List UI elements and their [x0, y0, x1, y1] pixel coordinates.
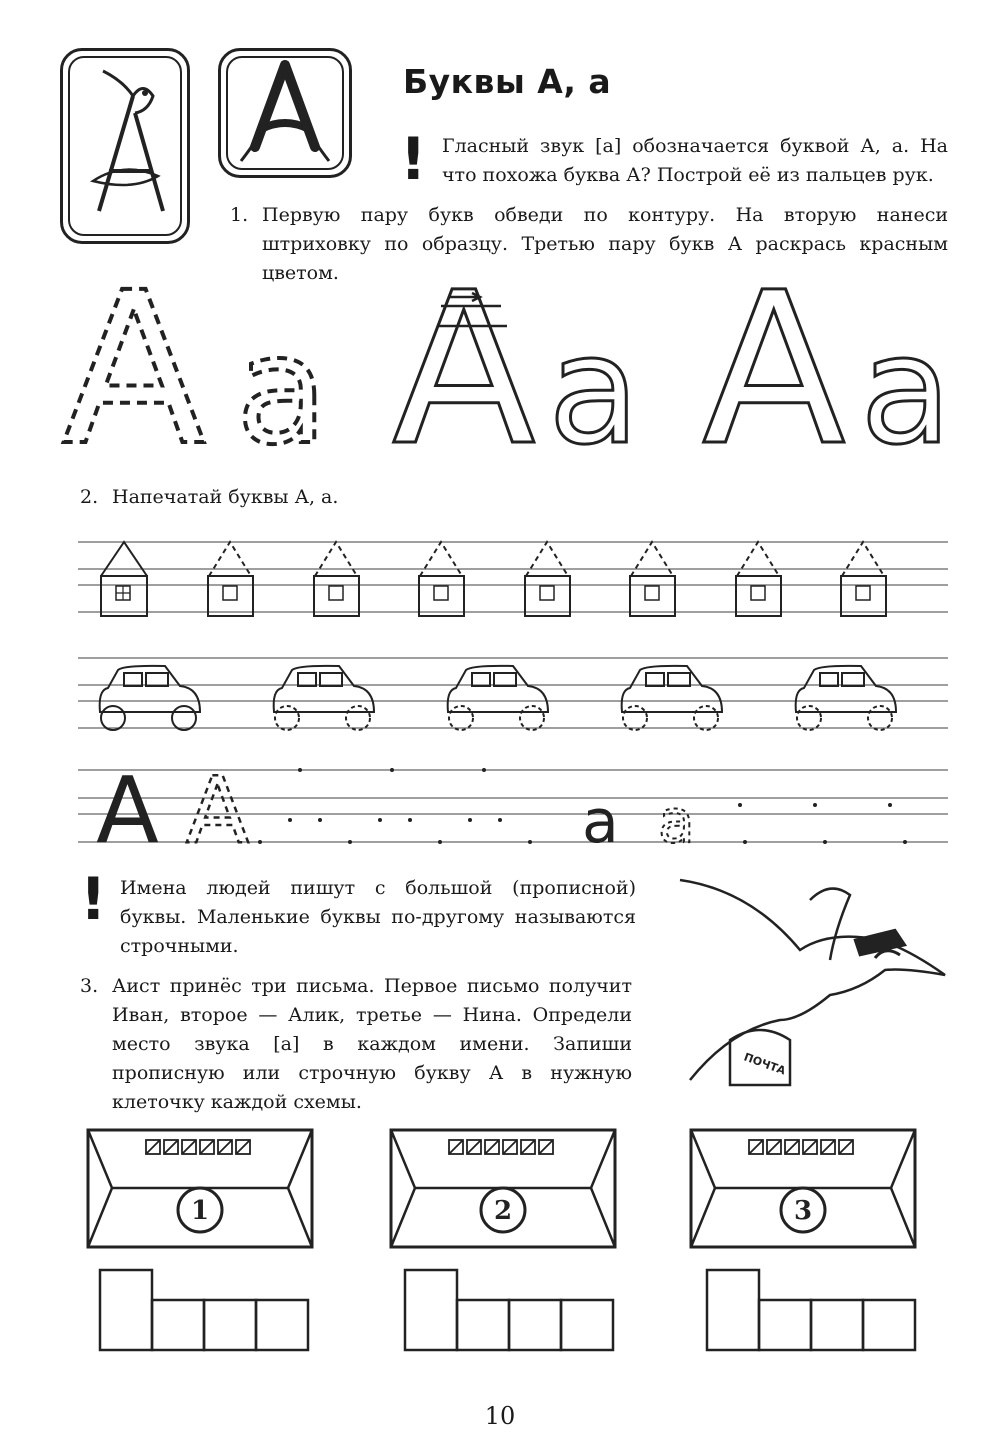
task-2-number: 2. — [80, 486, 99, 508]
page-number: 10 — [484, 1402, 516, 1430]
hatch-lower-letter: a — [548, 304, 640, 460]
envelope-2-number: 2 — [493, 1196, 513, 1226]
car-1 — [100, 666, 200, 730]
hands-a-icon — [221, 51, 349, 175]
house-bodies — [208, 576, 886, 616]
page-title: Буквы А, а — [403, 62, 612, 101]
house-dashed-roofs — [209, 542, 884, 576]
fingers-letter-picture — [218, 48, 352, 178]
stork-wing — [810, 889, 850, 960]
stork-postman-picture — [660, 870, 960, 1100]
task-3-number: 3. — [80, 975, 99, 997]
letter-row — [96, 757, 695, 860]
sound-scheme-3[interactable] — [707, 1270, 915, 1350]
house-solid — [101, 542, 147, 616]
task-1-number: 1. — [230, 204, 249, 226]
envelope-1-number: 1 — [190, 1196, 210, 1226]
bag-label: ПОЧТА — [742, 1050, 788, 1078]
stork-letter-picture — [60, 48, 190, 244]
dashed-upper-letter: A — [62, 270, 206, 460]
exclamation-icon: ! — [400, 125, 427, 193]
house-row — [101, 542, 886, 616]
hatch-upper-letter: A — [392, 270, 536, 460]
task-1-text: Первую пару букв обведи по контуру. На вторую нанеси штриховку по образцу. Третью пару букв А раскрась красным цветом. — [262, 204, 948, 284]
envelope-1 — [88, 1130, 312, 1350]
stork-a-icon — [63, 51, 187, 241]
row3-dashed-upper: A — [186, 757, 249, 860]
row3-solid-upper: A — [96, 757, 159, 860]
envelope-3 — [691, 1130, 915, 1350]
note-text: Имена людей пишут с большой (прописной) буквы. Маленькие буквы по-другому называются строчными. — [120, 877, 636, 957]
writing-lines — [0, 530, 1000, 860]
envelope-2 — [391, 1130, 615, 1350]
row3-dashed-lower: a — [658, 787, 695, 857]
stork-body — [680, 880, 945, 1080]
task-2-text: Напечатай буквы А, а. — [112, 486, 339, 508]
outline-lower-letter: a — [860, 304, 952, 460]
sound-scheme-2[interactable] — [405, 1270, 613, 1350]
car-4 — [622, 666, 722, 730]
sound-scheme-1[interactable] — [100, 1270, 308, 1350]
intro-text: Гласный звук [а] обозначается буквой А, а. На что похожа буква А? Построй её из пальцев рук. — [442, 135, 948, 186]
envelope-3-number: 3 — [793, 1196, 813, 1226]
car-5 — [796, 666, 896, 730]
cap-icon — [855, 930, 905, 955]
outline-upper-letter: A — [702, 270, 846, 460]
car-3 — [448, 666, 548, 730]
exclamation-icon: ! — [80, 865, 107, 933]
car-2 — [274, 666, 374, 730]
letter-pairs-area — [0, 270, 1000, 460]
row3-solid-lower: a — [582, 787, 619, 857]
envelopes-area — [0, 1120, 1000, 1370]
car-row — [100, 666, 896, 730]
dashed-lower-letter: a — [236, 304, 328, 460]
task-3-text: Аист принёс три письма. Первое письмо получит Иван, второе — Алик, третье — Нина. Определи место звука [а] в каждом имени. Запиши прописную или строчную букву А в нужную клеточку каждой схемы. — [112, 975, 632, 1113]
